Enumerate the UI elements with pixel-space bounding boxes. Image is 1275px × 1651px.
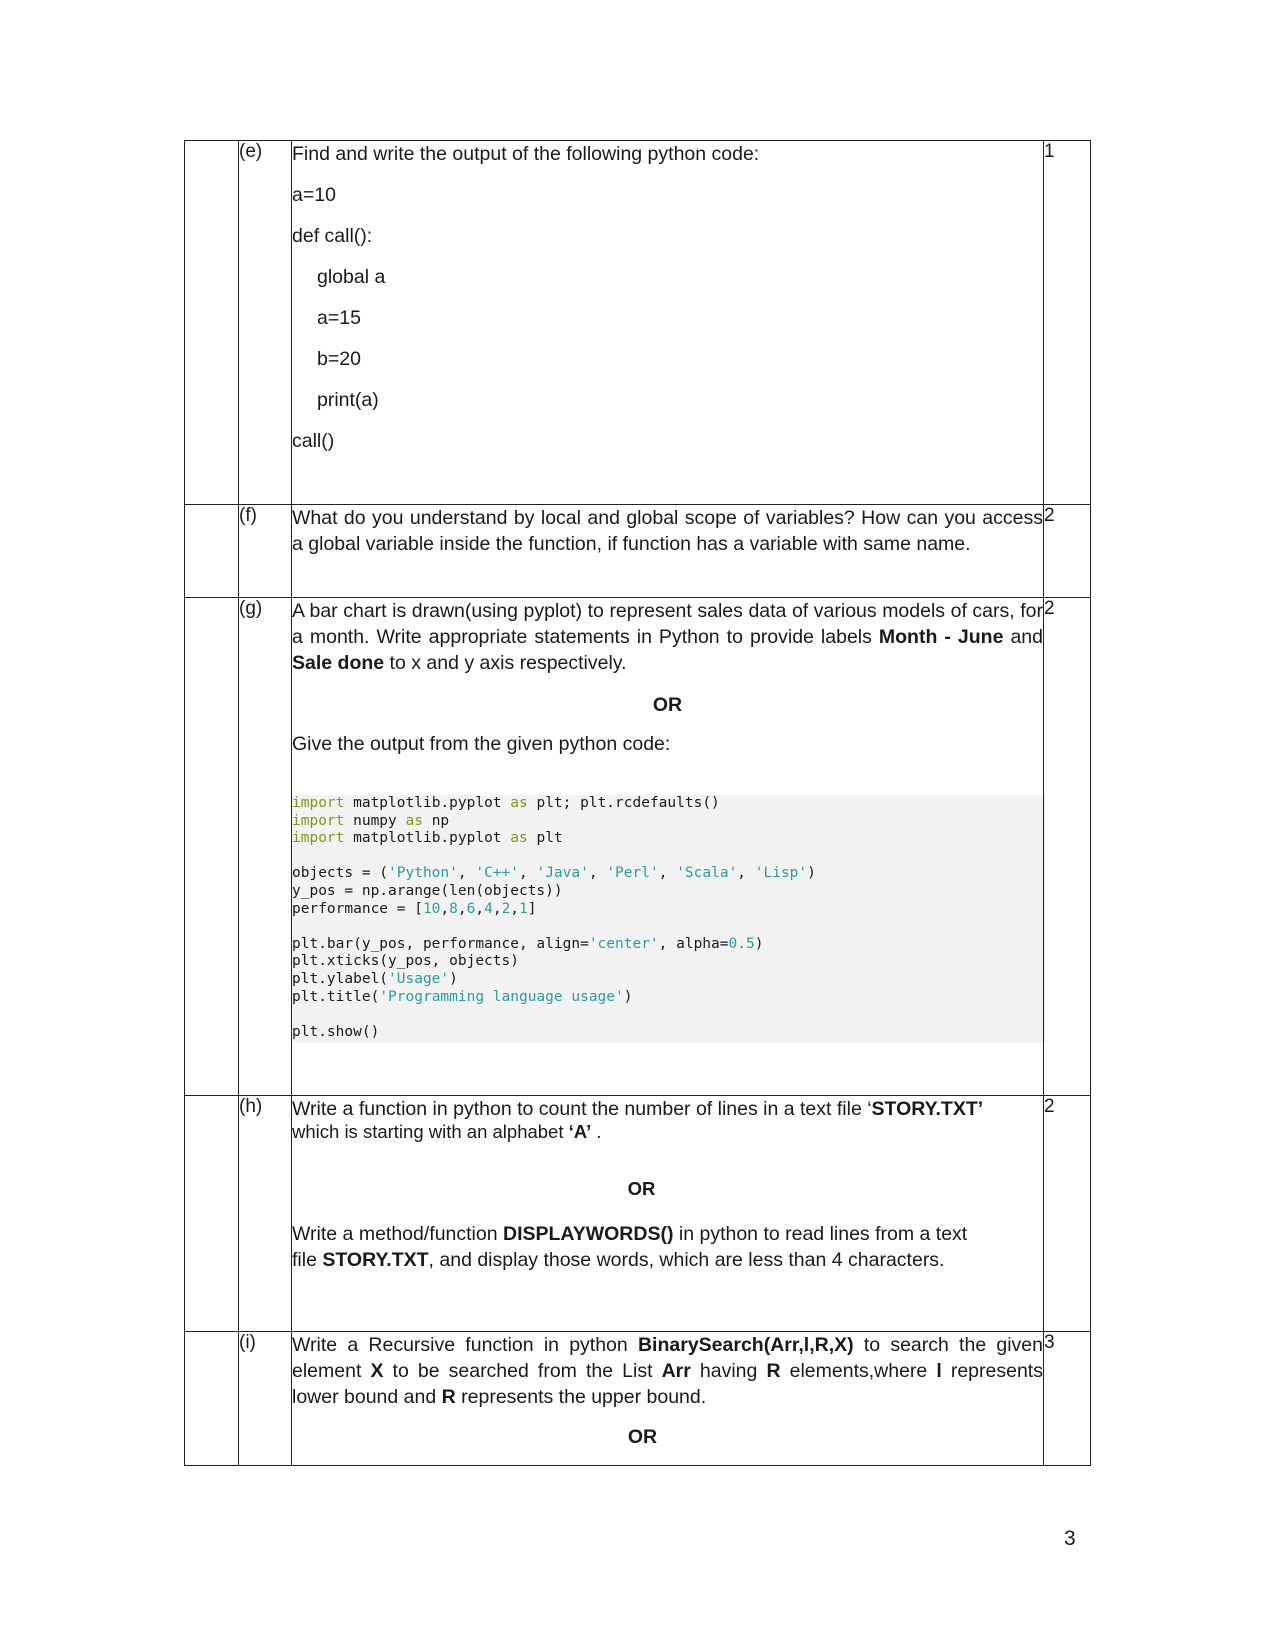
code-text: matplotlib.pyplot bbox=[344, 830, 511, 847]
marks: 2 bbox=[1044, 1096, 1091, 1332]
code-string: 'Scala' bbox=[676, 865, 738, 882]
question-prompt: Find and write the output of the following python code: bbox=[292, 143, 760, 165]
code-text: matplotlib.pyplot bbox=[344, 795, 511, 811]
text-span: elements,where bbox=[780, 1360, 937, 1382]
question-label: (g) bbox=[239, 598, 292, 1096]
blank-cell bbox=[185, 1096, 239, 1332]
bold-term: STORY.TXT’ bbox=[871, 1098, 984, 1120]
code-number: 8 bbox=[449, 900, 458, 917]
question-text bbox=[292, 598, 1043, 676]
text-span: represents the upper bound. bbox=[455, 1386, 707, 1408]
code-string: 'Lisp' bbox=[754, 865, 808, 882]
bold-term: STORY.TXT bbox=[322, 1249, 429, 1271]
code-line: a=15 bbox=[317, 307, 361, 329]
text-span: in python to read lines from a text file bbox=[292, 1223, 968, 1271]
question-body bbox=[292, 505, 1044, 598]
text-span: to search the given element bbox=[292, 1334, 1043, 1382]
text-span: , and display those words, which are less than 4 characters. bbox=[428, 1249, 945, 1271]
or-separator: OR bbox=[627, 1426, 658, 1448]
text-span: Write a method/function bbox=[292, 1223, 503, 1245]
code-string: 'Python' bbox=[388, 865, 458, 882]
blank-cell bbox=[185, 141, 239, 505]
code-keyword: as bbox=[510, 795, 528, 811]
question-table bbox=[184, 140, 1091, 1466]
code-text: plt.ylabel( bbox=[292, 970, 389, 987]
code-text: np bbox=[422, 812, 450, 829]
code-keyword: import bbox=[292, 812, 345, 829]
question-row-e bbox=[185, 141, 1091, 505]
question-label: (h) bbox=[239, 1096, 292, 1332]
code-text: plt.show() bbox=[292, 1023, 380, 1040]
marks: 2 bbox=[1044, 505, 1091, 598]
question-text bbox=[292, 1221, 982, 1273]
code-line: a=10 bbox=[292, 184, 336, 206]
code-string: 'Perl' bbox=[606, 865, 659, 882]
question-body bbox=[292, 141, 1044, 505]
question-label: (i) bbox=[239, 1332, 292, 1466]
code-string: 'center' bbox=[588, 935, 659, 952]
marks: 2 bbox=[1044, 598, 1091, 1096]
code-line: b=20 bbox=[317, 348, 361, 370]
question-text: What do you understand by local and global scope of variables? How can you access a global variable inside the function, if function has a variable with same name. bbox=[292, 507, 1043, 555]
text-span: A bar chart is drawn(using pyplot) to represent sales data of various models of cars, for a month. Write appropriate statements in Python to provide labels bbox=[292, 600, 1043, 648]
bold-term: R bbox=[766, 1360, 781, 1382]
marks: 1 bbox=[1044, 141, 1091, 505]
code-string: 'Usage' bbox=[388, 970, 450, 987]
code-text: numpy bbox=[344, 812, 406, 829]
code-line: global a bbox=[317, 266, 386, 288]
code-keyword: import bbox=[292, 830, 345, 847]
text-span: which is starting with an alphabet bbox=[292, 1121, 569, 1142]
code-line: call() bbox=[292, 430, 335, 452]
text-span: and bbox=[1003, 626, 1043, 648]
question-text bbox=[292, 1332, 1043, 1410]
code-string: 'C++' bbox=[475, 865, 519, 882]
code-number: 2 bbox=[501, 900, 511, 917]
code-number: 4 bbox=[484, 900, 493, 917]
code-number: 6 bbox=[466, 900, 476, 917]
or-separator: OR bbox=[627, 1178, 656, 1199]
bold-term: R bbox=[441, 1386, 456, 1408]
bold-term: DISPLAYWORDS() bbox=[503, 1223, 674, 1245]
code-text: y_pos = np.arange(len(objects)) bbox=[292, 882, 563, 899]
question-body bbox=[292, 1096, 1044, 1332]
code-number: 0.5 bbox=[728, 935, 755, 952]
question-body bbox=[292, 598, 1044, 1096]
bold-term: BinarySearch(Arr,l,R,X) bbox=[637, 1334, 854, 1356]
question-label: (e) bbox=[239, 141, 292, 505]
bold-term: Arr bbox=[661, 1360, 691, 1382]
question-label: (f) bbox=[239, 505, 292, 598]
question-row-g bbox=[185, 598, 1091, 1096]
text-span: Write a Recursive function in python bbox=[292, 1334, 638, 1356]
question-row-h bbox=[185, 1096, 1091, 1332]
code-string: 'Java' bbox=[536, 865, 589, 882]
code-text: plt.xticks(y_pos, objects) bbox=[292, 953, 519, 970]
marks: 3 bbox=[1044, 1332, 1091, 1466]
code-keyword: import bbox=[292, 795, 345, 811]
blank-cell bbox=[185, 598, 239, 1096]
code-text: plt bbox=[527, 830, 563, 847]
code-keyword: as bbox=[405, 812, 423, 829]
question-text bbox=[292, 1119, 1043, 1145]
code-text: , alpha= bbox=[658, 935, 729, 952]
code-line: print(a) bbox=[317, 389, 379, 411]
text-span: having bbox=[690, 1360, 767, 1382]
or-separator: OR bbox=[652, 694, 683, 716]
bold-term: Month - June bbox=[878, 626, 1004, 648]
question-row-i bbox=[185, 1332, 1091, 1466]
bold-term: l bbox=[936, 1360, 942, 1382]
bold-term: X bbox=[370, 1360, 384, 1382]
question-text: Give the output from the given python code: bbox=[292, 733, 671, 755]
code-block: import matplotlib.pyplot as plt; plt.rcdefaults() import numpy as np import matplotlib.pyplot as plt objects = ('Python', 'C++', 'Java', 'Perl', 'Scala', 'Lisp') y_pos = np.arange(len(objects)) performance = [10,8,6,4,2,1] plt.bar(y_pos, performance, align='center', alpha=0.5) plt.xticks(y_pos, objects) plt.ylabel('Usage') plt.title('Programming language usage') plt.show() bbox=[292, 795, 1046, 1043]
bold-term: ‘A’ bbox=[568, 1121, 592, 1142]
code-text: plt.bar(y_pos, performance, align= bbox=[292, 935, 589, 952]
blank-cell bbox=[185, 505, 239, 598]
page-number: 3 bbox=[1064, 1527, 1076, 1550]
text-span: to be searched from the List bbox=[383, 1360, 662, 1382]
code-string: 'Programming language usage' bbox=[379, 988, 624, 1005]
text-span: . bbox=[591, 1121, 602, 1142]
text-span: to x and y axis respectively. bbox=[384, 652, 627, 674]
text-span: Write a function in python to count the number of lines in a text file ‘ bbox=[292, 1098, 872, 1120]
code-text: performance = [ bbox=[292, 900, 423, 917]
bold-term: Sale done bbox=[292, 652, 385, 674]
question-body bbox=[292, 1332, 1044, 1466]
code-line: def call(): bbox=[292, 225, 373, 247]
code-text: objects = ( bbox=[292, 865, 389, 882]
text-span: represents lower bound and bbox=[292, 1360, 1043, 1408]
question-row-f bbox=[185, 505, 1091, 598]
code-keyword: as bbox=[510, 830, 528, 847]
code-number: 10 bbox=[422, 900, 441, 917]
code-text: plt; plt.rcdefaults() bbox=[527, 795, 720, 811]
code-number: 1 bbox=[519, 900, 528, 917]
blank-cell bbox=[185, 1332, 239, 1466]
code-text: plt.title( bbox=[292, 988, 380, 1005]
